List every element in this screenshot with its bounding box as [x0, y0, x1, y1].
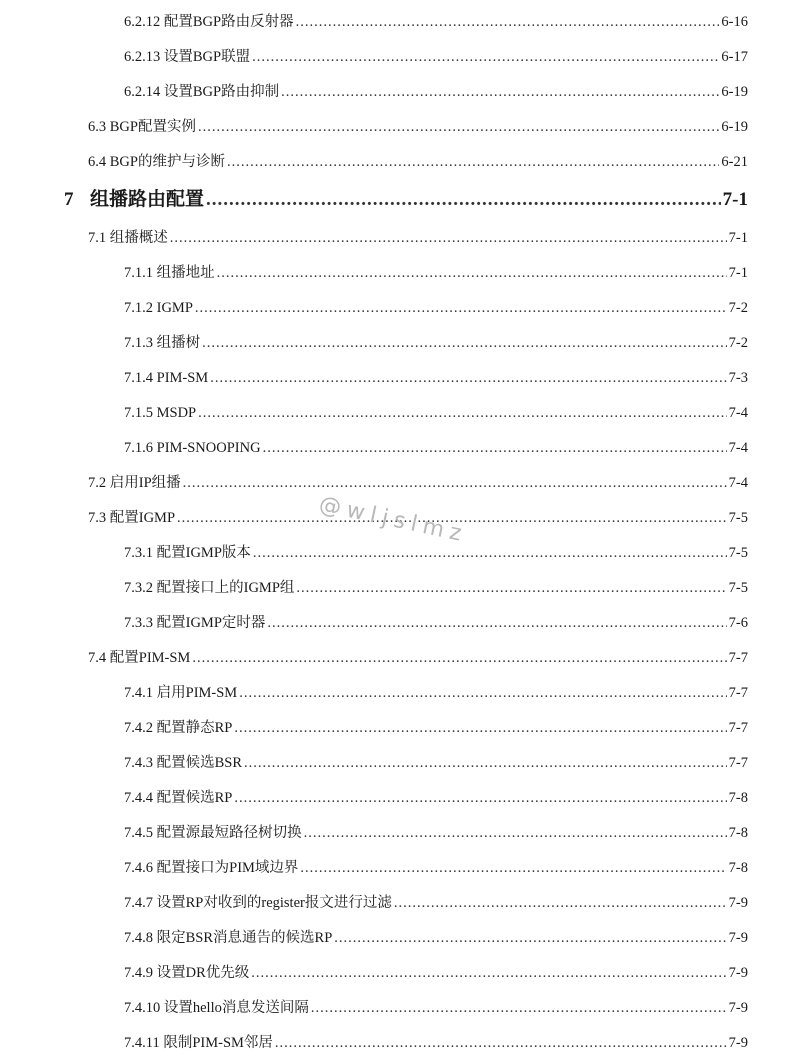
page-number: 7-4	[728, 440, 748, 456]
leader-dots	[198, 117, 719, 137]
entry-title: 7.2 启用IP组播	[88, 475, 181, 491]
page-number: 7-1	[728, 265, 748, 281]
page-number: 7-6	[728, 615, 748, 631]
leader-dots	[394, 893, 727, 913]
leader-dots	[239, 683, 726, 703]
entry-title: 6.3 BGP配置实例	[88, 119, 196, 135]
entry-title: 7.4.3 配置候选BSR	[124, 755, 243, 771]
page-number: 7-9	[728, 895, 748, 911]
entry-title: 7.1 组播概述	[88, 230, 168, 246]
leader-dots	[170, 228, 727, 248]
page-number: 7-4	[728, 475, 748, 491]
page-number: 7-7	[728, 650, 748, 666]
toc-entry[interactable]	[88, 648, 748, 668]
entry-title: 7.4 配置PIM-SM	[88, 650, 191, 666]
leader-dots	[296, 12, 720, 32]
toc-entry[interactable]	[124, 12, 748, 32]
page-number: 6-19	[721, 119, 748, 135]
entry-title: 7.1.4 PIM-SM	[124, 370, 209, 386]
toc-entry[interactable]	[124, 82, 748, 102]
entry-title: 7.1.5 MSDP	[124, 405, 197, 421]
leader-dots	[198, 403, 727, 423]
page-number: 7-5	[728, 545, 748, 561]
toc-entry[interactable]	[124, 47, 748, 67]
leader-dots	[234, 788, 726, 808]
page-number: 7-9	[728, 1000, 748, 1016]
toc-entry[interactable]	[124, 928, 748, 948]
toc-entry[interactable]	[124, 578, 748, 598]
leader-dots	[234, 718, 726, 738]
page-number: 6-16	[721, 14, 748, 30]
toc-entry[interactable]	[124, 403, 748, 423]
entry-title: 7.4.11 限制PIM-SM邻居	[124, 1035, 273, 1051]
leader-dots	[281, 82, 719, 102]
entry-title: 7.1.2 IGMP	[124, 300, 193, 316]
watermark: @wljslmz	[316, 492, 470, 548]
page-number: 7-8	[728, 860, 748, 876]
page-number: 7-3	[728, 370, 748, 386]
chapter-title: 组播路由配置	[90, 189, 205, 210]
entry-title: 6.2.14 设置BGP路由抑制	[124, 84, 280, 100]
toc-entry[interactable]	[124, 858, 748, 878]
leader-dots	[227, 152, 719, 172]
entry-title: 7.4.2 配置静态RP	[124, 720, 233, 736]
leader-dots	[300, 858, 726, 878]
entry-title: 7.3.2 配置接口上的IGMP组	[124, 580, 295, 596]
page-number: 7-5	[728, 580, 748, 596]
leader-dots	[267, 613, 726, 633]
leader-dots	[252, 47, 719, 67]
leader-dots	[210, 368, 726, 388]
leader-dots	[263, 438, 727, 458]
entry-title: 7.4.1 启用PIM-SM	[124, 685, 238, 701]
toc-entry[interactable]	[124, 823, 748, 843]
page-number: 7-2	[728, 300, 748, 316]
entry-title: 7.4.8 限定BSR消息通告的候选RP	[124, 930, 333, 946]
page-number: 7-1	[722, 189, 748, 210]
toc-entry[interactable]	[124, 893, 748, 913]
leader-dots	[296, 578, 726, 598]
toc-entry[interactable]	[124, 753, 748, 773]
toc-entry[interactable]	[124, 963, 748, 983]
toc-entry[interactable]	[88, 152, 748, 172]
toc-entry[interactable]	[88, 473, 748, 493]
page-number: 7-9	[728, 1035, 748, 1051]
page-number: 7-9	[728, 965, 748, 981]
entry-title: 7.4.9 设置DR优先级	[124, 965, 250, 981]
toc-entry[interactable]	[124, 1033, 748, 1053]
toc-entry[interactable]	[124, 683, 748, 703]
leader-dots	[304, 823, 727, 843]
toc-entry[interactable]	[88, 117, 748, 137]
toc-entry[interactable]	[88, 228, 748, 248]
toc-entry[interactable]	[124, 613, 748, 633]
entry-title: 6.2.13 设置BGP联盟	[124, 49, 251, 65]
leader-dots	[334, 928, 726, 948]
leader-dots	[195, 298, 727, 318]
entry-title: 7.4.6 配置接口为PIM域边界	[124, 860, 299, 876]
page-number: 7-2	[728, 335, 748, 351]
entry-title: 6.2.12 配置BGP路由反射器	[124, 14, 294, 30]
leader-dots	[183, 473, 727, 493]
leader-dots	[275, 1033, 727, 1053]
page-number: 7-7	[728, 755, 748, 771]
page-number: 7-5	[728, 510, 748, 526]
entry-title: 7.4.10 设置hello消息发送间隔	[124, 1000, 309, 1016]
page-number: 7-7	[728, 720, 748, 736]
entry-title: 7.1.1 组播地址	[124, 265, 215, 281]
page-number: 7-9	[728, 930, 748, 946]
leader-dots	[251, 963, 726, 983]
toc-entry[interactable]	[124, 718, 748, 738]
leader-dots	[202, 333, 727, 353]
entry-title: 7.3 配置IGMP	[88, 510, 176, 526]
entry-title: 7.3.3 配置IGMP定时器	[124, 615, 266, 631]
leader-dots	[253, 543, 727, 563]
page-number: 7-1	[728, 230, 748, 246]
leader-dots	[244, 753, 727, 773]
leader-dots	[192, 648, 726, 668]
leader-dots	[311, 998, 727, 1018]
entry-title: 7.4.5 配置源最短路径树切换	[124, 825, 302, 841]
entry-title: 7.4.4 配置候选RP	[124, 790, 233, 806]
entry-title: 7.1.6 PIM-SNOOPING	[124, 440, 261, 456]
entry-title: 6.4 BGP的维护与诊断	[88, 154, 225, 170]
page-number: 7-4	[728, 405, 748, 421]
toc-entry[interactable]	[124, 368, 748, 388]
toc-entry[interactable]	[124, 543, 748, 563]
leader-dots	[217, 263, 727, 283]
toc-entry[interactable]	[124, 263, 748, 283]
page-number: 6-17	[721, 49, 748, 65]
toc-entry[interactable]	[124, 998, 748, 1018]
entry-title: 7.1.3 组播树	[124, 335, 201, 351]
page-number: 6-21	[721, 154, 748, 170]
entry-title	[64, 188, 204, 212]
toc-entry[interactable]	[124, 298, 748, 318]
entry-title: 7.3.1 配置IGMP版本	[124, 545, 251, 561]
page-number: 7-8	[728, 790, 748, 806]
leader-dots	[206, 188, 721, 212]
toc-entry[interactable]	[124, 333, 748, 353]
chapter-entry[interactable]	[64, 188, 748, 212]
page-number: 6-19	[721, 84, 748, 100]
page-number: 7-8	[728, 825, 748, 841]
entry-title: 7.4.7 设置RP对收到的register报文进行过滤	[124, 895, 392, 911]
toc-entry[interactable]	[124, 438, 748, 458]
toc-entry[interactable]	[124, 788, 748, 808]
page-number: 7-7	[728, 685, 748, 701]
chapter-number: 7	[64, 189, 74, 210]
